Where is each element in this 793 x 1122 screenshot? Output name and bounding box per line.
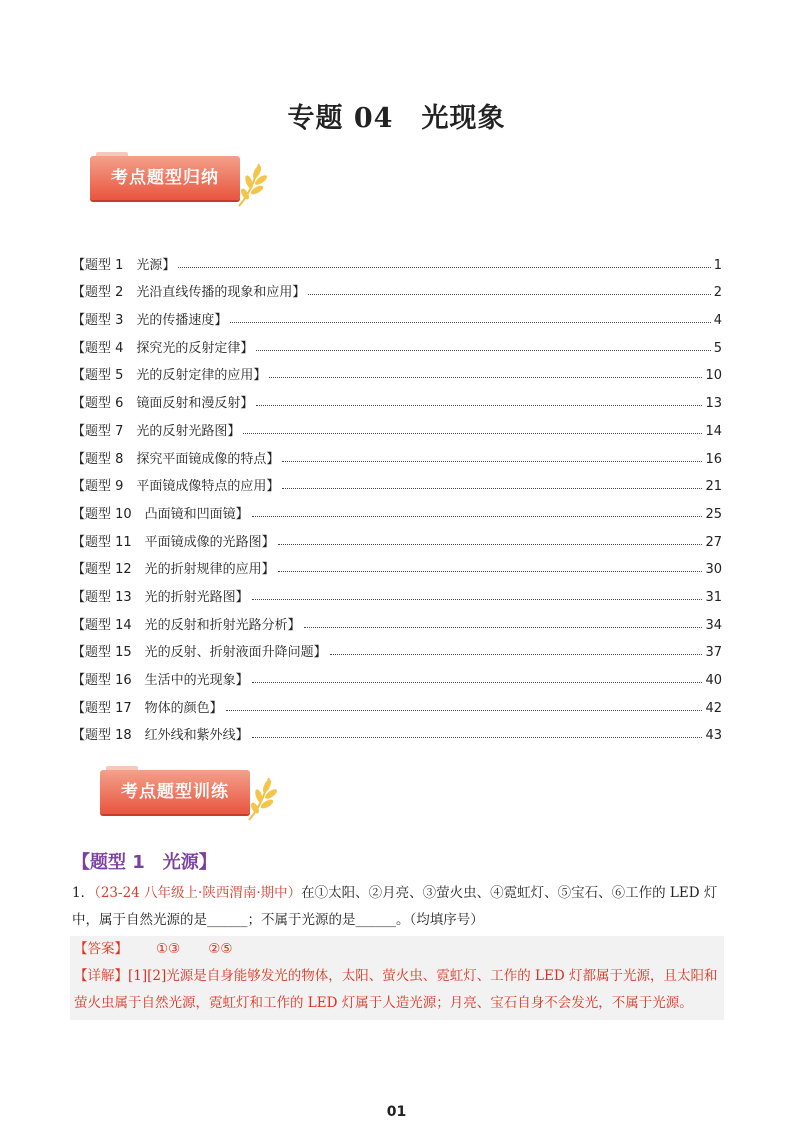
toc-leader-dots bbox=[226, 710, 703, 711]
toc-entry[interactable] bbox=[72, 633, 722, 661]
toc-entry[interactable] bbox=[72, 660, 722, 688]
question-text: 在①太阳、②月亮、③萤火虫、④霓虹灯、⑤宝石、⑥工作的 LED 灯中，属于自然光源的是______；不属于光源的是______。（均填序号） bbox=[72, 885, 718, 928]
toc-leader-dots bbox=[178, 267, 710, 268]
toc-entry-page: 43 bbox=[705, 728, 722, 744]
toc-leader-dots bbox=[256, 405, 702, 406]
toc-leader-dots bbox=[282, 461, 702, 462]
toc-leader-dots bbox=[252, 599, 703, 600]
toc-leader-dots bbox=[252, 516, 703, 517]
toc-entry-page: 13 bbox=[705, 396, 722, 412]
wheat-decoration-icon bbox=[245, 774, 281, 824]
banner-label: 考点题型归纳 bbox=[111, 168, 219, 188]
toc-entry-page: 34 bbox=[705, 617, 722, 633]
toc-leader-dots bbox=[252, 682, 703, 683]
toc-entry-label: 【题型 5 光的反射定律的应用】 bbox=[72, 368, 267, 384]
answer-2: ②⑤ bbox=[208, 941, 233, 957]
toc-entry[interactable] bbox=[72, 522, 722, 550]
question-1 bbox=[72, 880, 722, 934]
toc-entry-label: 【题型 7 光的反射光路图】 bbox=[72, 423, 241, 439]
toc-entry-label: 【题型 10 凸面镜和凹面镜】 bbox=[72, 506, 249, 522]
toc-entry[interactable] bbox=[72, 300, 722, 328]
toc-entry[interactable] bbox=[72, 356, 722, 384]
toc-entry-page: 4 bbox=[713, 313, 722, 329]
toc-leader-dots bbox=[278, 571, 703, 572]
toc-entry[interactable] bbox=[72, 716, 722, 744]
toc-entry-page: 1 bbox=[713, 257, 722, 273]
toc-entry-page: 10 bbox=[705, 368, 722, 384]
question-number: 1． bbox=[72, 885, 95, 901]
page-title: 专题 04 光现象 bbox=[287, 103, 506, 134]
toc-entry-label: 【题型 17 物体的颜色】 bbox=[72, 700, 223, 716]
page-number: 01 bbox=[386, 1104, 407, 1120]
section-banner-training bbox=[100, 770, 285, 822]
toc-entry-label: 【题型 4 探究光的反射定律】 bbox=[72, 340, 254, 356]
toc-entry-label: 【题型 12 光的折射规律的应用】 bbox=[72, 562, 275, 578]
toc-leader-dots bbox=[308, 294, 710, 295]
toc-entry-label: 【题型 9 平面镜成像特点的应用】 bbox=[72, 479, 280, 495]
toc-leader-dots bbox=[269, 377, 702, 378]
toc-entry-page: 25 bbox=[705, 506, 722, 522]
toc-leader-dots bbox=[304, 627, 703, 628]
toc-entry-page: 27 bbox=[705, 534, 722, 550]
toc-leader-dots bbox=[252, 737, 703, 738]
toc-entry[interactable] bbox=[72, 273, 722, 301]
section-heading: 【题型 1 光源】 bbox=[72, 852, 217, 873]
toc-entry[interactable] bbox=[72, 245, 722, 273]
toc-entry-page: 30 bbox=[705, 562, 722, 578]
toc-entry[interactable] bbox=[72, 494, 722, 522]
toc-entry-page: 42 bbox=[705, 700, 722, 716]
answer-detail: 【详解】[1][2]光源是自身能够发光的物体，太阳、萤火虫、霓虹灯、工作的 LED 灯都属于光源，且太阳和萤火虫属于自然光源，霓虹灯和工作的 LED 灯属于人造光源；月亮、宝石自身不会发光，不属于光源。 bbox=[74, 968, 718, 1011]
toc-entry-label: 【题型 8 探究平面镜成像的特点】 bbox=[72, 451, 280, 467]
wheat-decoration-icon bbox=[235, 160, 271, 210]
toc-entry-label: 【题型 18 红外线和紫外线】 bbox=[72, 728, 249, 744]
toc-entry-label: 【题型 13 光的折射光路图】 bbox=[72, 589, 249, 605]
toc-entry[interactable] bbox=[72, 467, 722, 495]
toc-entry-label: 【题型 3 光的传播速度】 bbox=[72, 313, 228, 329]
toc-entry-page: 21 bbox=[705, 479, 722, 495]
toc-entry[interactable] bbox=[72, 605, 722, 633]
toc-entry[interactable] bbox=[72, 439, 722, 467]
toc-entry-page: 2 bbox=[713, 285, 722, 301]
toc-entry-page: 5 bbox=[713, 340, 722, 356]
toc-entry[interactable] bbox=[72, 688, 722, 716]
toc-leader-dots bbox=[330, 654, 703, 655]
toc-entry-page: 37 bbox=[705, 645, 722, 661]
section-banner-summary bbox=[90, 156, 275, 208]
toc-entry-label: 【题型 16 生活中的光现象】 bbox=[72, 673, 249, 688]
toc-entry-label: 【题型 1 光源】 bbox=[72, 257, 176, 273]
question-source: （23-24 八年级上·陕西渭南·期中） bbox=[94, 885, 302, 901]
toc-entry-label: 【题型 11 平面镜成像的光路图】 bbox=[72, 534, 275, 550]
answer-line bbox=[74, 936, 720, 963]
toc-entry-label: 【题型 6 镜面反射和漫反射】 bbox=[72, 396, 254, 412]
toc-entry-page: 16 bbox=[705, 451, 722, 467]
toc-leader-dots bbox=[243, 433, 702, 434]
answer-label: 【答案】 bbox=[74, 941, 128, 957]
toc-entry-label: 【题型 14 光的反射和折射光路分析】 bbox=[72, 617, 301, 633]
banner-label: 考点题型训练 bbox=[121, 782, 229, 802]
answer-block bbox=[74, 936, 720, 1017]
table-of-contents bbox=[72, 245, 722, 743]
answer-1: ①③ bbox=[156, 941, 181, 957]
toc-entry-page: 31 bbox=[705, 589, 722, 605]
toc-entry-page: 40 bbox=[705, 673, 722, 688]
toc-entry-page: 14 bbox=[705, 423, 722, 439]
toc-leader-dots bbox=[278, 544, 703, 545]
toc-entry-label: 【题型 15 光的反射、折射液面升降问题】 bbox=[72, 645, 327, 661]
toc-leader-dots bbox=[282, 488, 702, 489]
toc-entry[interactable] bbox=[72, 577, 722, 605]
toc-entry[interactable] bbox=[72, 411, 722, 439]
toc-entry-label: 【题型 2 光沿直线传播的现象和应用】 bbox=[72, 285, 306, 301]
toc-leader-dots bbox=[256, 350, 710, 351]
toc-leader-dots bbox=[230, 322, 710, 323]
toc-entry[interactable] bbox=[72, 328, 722, 356]
toc-entry[interactable] bbox=[72, 383, 722, 411]
toc-entry[interactable] bbox=[72, 550, 722, 578]
